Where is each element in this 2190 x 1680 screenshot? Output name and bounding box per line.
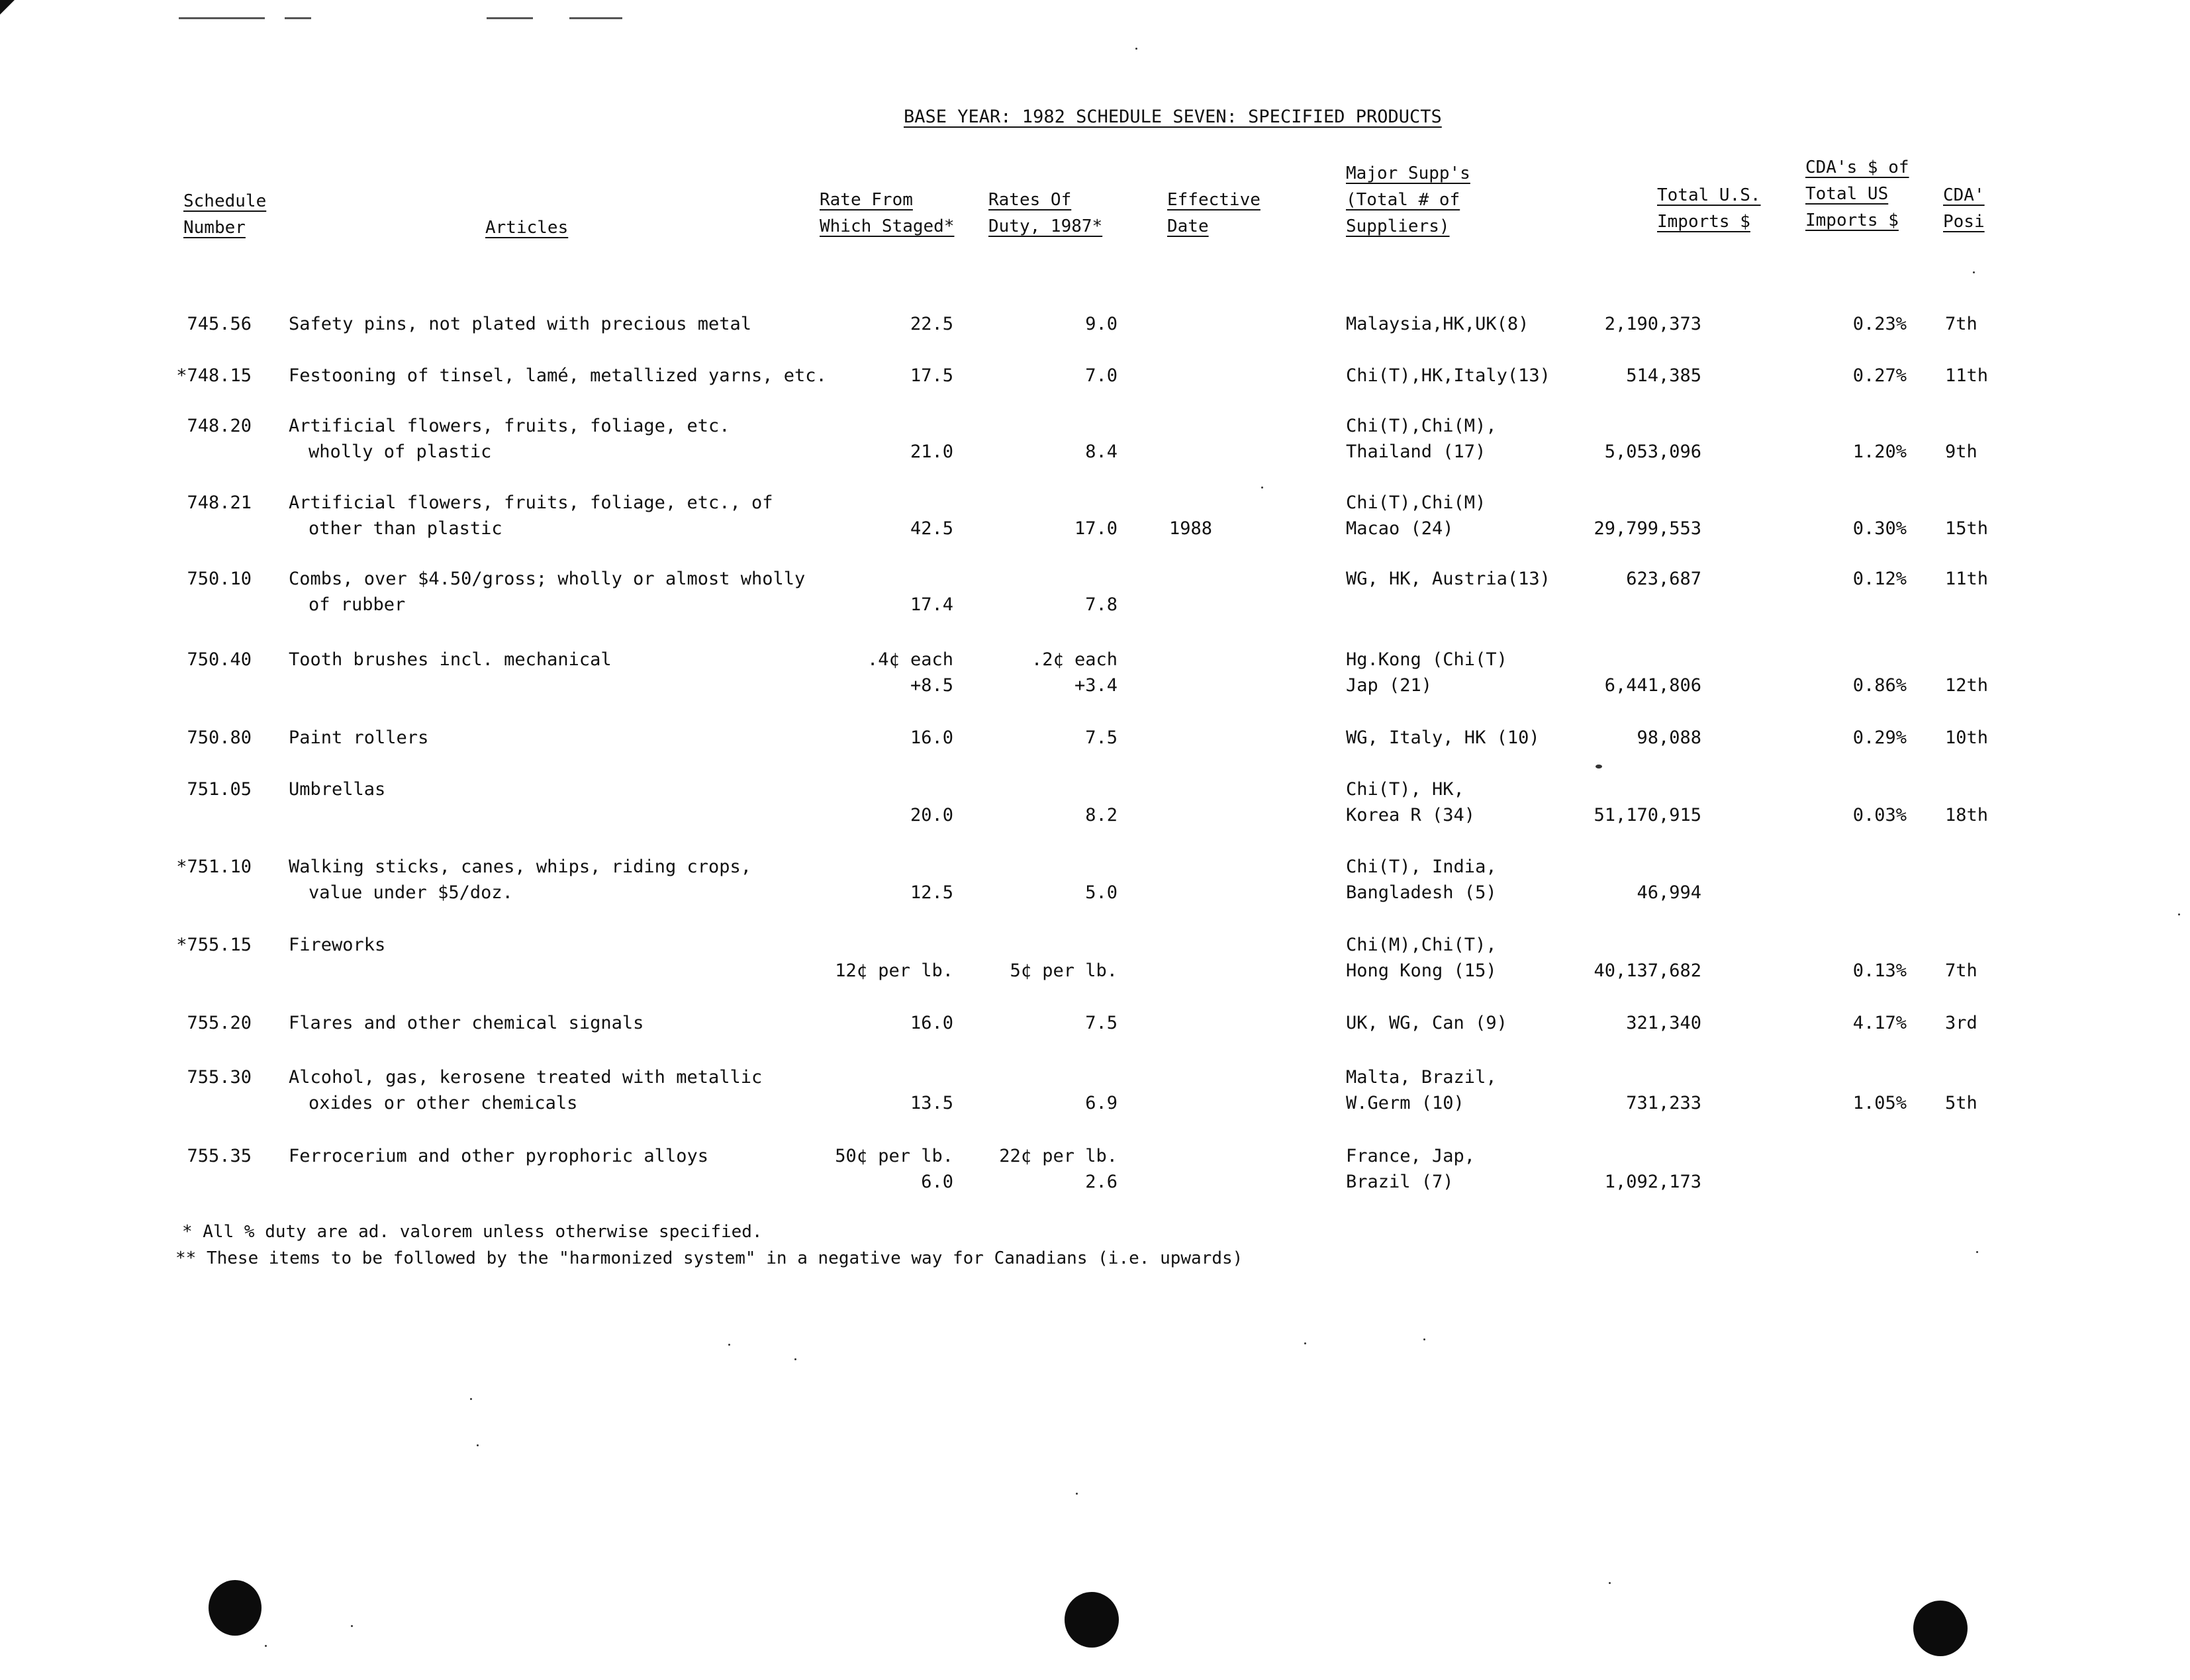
rate-from-which-staged: 20.0 [910,805,953,825]
scan-speck [1076,1493,1078,1495]
total-us-imports: 321,340 [1626,1013,1701,1033]
rate-of-duty-1987: 6.9 [1085,1093,1118,1113]
scan-artifact [569,17,622,19]
rate-of-duty-1987: 2.6 [1085,1172,1118,1192]
rate-from-which-staged: .4¢ each [867,649,953,670]
binder-hole [1913,1601,1968,1656]
cda-position: 9th [1945,442,1977,462]
schedule-number: *751.10 [176,857,252,877]
scan-speck [2178,913,2180,915]
rate-from-which-staged: +8.5 [910,675,953,696]
scan-speck [1976,1251,1978,1253]
major-suppliers: UK, WG, Can (9) [1346,1013,1507,1033]
rate-of-duty-1987: 7.8 [1085,594,1118,615]
total-us-imports: 98,088 [1637,727,1701,748]
rate-of-duty-1987: .2¢ each [1031,649,1118,670]
rate-of-duty-1987: 22¢ per lb. [999,1146,1118,1166]
scan-artifact [487,17,533,19]
article-description: Combs, over $4.50/gross; wholly or almost wholly [289,569,806,589]
cda-share: 0.30% [1852,518,1907,539]
cda-position: 18th [1945,805,1989,825]
schedule-number: 748.21 [187,492,252,513]
rate-of-duty-1987: 5.0 [1085,882,1118,903]
cda-position: 11th [1945,569,1989,589]
schedule-number: 750.80 [187,727,252,748]
major-suppliers: Hong Kong (15) [1346,960,1497,981]
schedule-number: *748.15 [176,365,252,386]
major-suppliers: WG, HK, Austria(13) [1346,569,1550,589]
schedule-number: 755.35 [187,1146,252,1166]
header-rate-from: Rate From Which Staged* [820,190,955,236]
cda-share: 0.03% [1852,805,1907,825]
total-us-imports: 46,994 [1637,882,1701,903]
rate-of-duty-1987: 5¢ per lb. [1010,960,1118,981]
major-suppliers: Jap (21) [1346,675,1433,696]
scan-speck [794,1358,796,1360]
article-description: Fireworks [289,935,386,955]
major-suppliers: Bangladesh (5) [1346,882,1497,903]
article-description: Umbrellas [289,779,386,800]
major-suppliers: Chi(T),HK,Italy(13) [1346,365,1550,386]
scan-speck [1304,1342,1306,1344]
rate-from-which-staged: 17.4 [910,594,953,615]
header-effective-date: Effective Date [1167,190,1261,236]
major-suppliers: Malaysia,HK,UK(8) [1346,314,1529,334]
major-suppliers: Macao (24) [1346,518,1454,539]
cda-position: 15th [1945,518,1989,539]
article-description: Alcohol, gas, kerosene treated with metallic [289,1067,763,1088]
rate-from-which-staged: 12.5 [910,882,953,903]
cda-share: 0.13% [1852,960,1907,981]
major-suppliers: Chi(T), HK, [1346,779,1464,800]
schedule-number: 755.30 [187,1067,252,1088]
schedule-number: 750.10 [187,569,252,589]
rate-from-which-staged: 50¢ per lb. [835,1146,953,1166]
major-suppliers: Brazil (7) [1346,1172,1454,1192]
scan-artifact [179,17,265,19]
major-suppliers: Hg.Kong (Chi(T) [1346,649,1507,670]
scan-speck [1261,487,1263,489]
header-rates-of-duty: Rates Of Duty, 1987* [988,190,1103,236]
rate-of-duty-1987: 9.0 [1085,314,1118,334]
scan-speck [265,1645,267,1647]
article-description: oxides or other chemicals [309,1093,578,1113]
header-cda-position: CDA' Posi [1943,185,1985,232]
article-description: of rubber [309,594,406,615]
cda-share: 0.29% [1852,727,1907,748]
major-suppliers: Malta, Brazil, [1346,1067,1497,1088]
schedule-number: 748.20 [187,416,252,436]
article-description: Flares and other chemical signals [289,1013,644,1033]
cda-position: 3rd [1945,1013,1977,1033]
schedule-number: 750.40 [187,649,252,670]
major-suppliers: Chi(T),Chi(M) [1346,492,1486,513]
header-articles: Articles [485,218,569,238]
rate-from-which-staged: 17.5 [910,365,953,386]
article-description: other than plastic [309,518,502,539]
page-title: BASE YEAR: 1982 SCHEDULE SEVEN: SPECIFIED PRODUCTS [904,107,1442,127]
cda-share: 0.86% [1852,675,1907,696]
rate-from-which-staged: 42.5 [910,518,953,539]
cda-position: 12th [1945,675,1989,696]
header-schedule: Schedule Number [183,191,267,238]
cda-share: 1.05% [1852,1093,1907,1113]
corner-mark [0,0,15,15]
binder-hole [1065,1592,1119,1648]
rate-from-which-staged: 16.0 [910,727,953,748]
footnote-2: ** These items to be followed by the "harmonized system" in a negative way for Canadians (i.e. upwards) [175,1248,1243,1268]
rate-of-duty-1987: 8.4 [1085,442,1118,462]
rate-from-which-staged: 16.0 [910,1013,953,1033]
cda-share: 0.27% [1852,365,1907,386]
schedule-number: 751.05 [187,779,252,800]
total-us-imports: 29,799,553 [1594,518,1701,539]
rate-of-duty-1987: +3.4 [1074,675,1118,696]
total-us-imports: 51,170,915 [1594,805,1701,825]
total-us-imports: 40,137,682 [1594,960,1701,981]
header-total-us-imports: Total U.S. Imports $ [1657,185,1761,232]
scan-speck [1135,48,1137,50]
rate-from-which-staged: 12¢ per lb. [835,960,953,981]
cda-position: 5th [1945,1093,1977,1113]
footnote-1: * All % duty are ad. valorem unless otherwise specified. [182,1222,763,1242]
scan-speck [1609,1582,1611,1584]
scan-speck [1973,271,1975,273]
total-us-imports: 6,441,806 [1604,675,1701,696]
cda-position: 11th [1945,365,1989,386]
cda-position: 7th [1945,960,1977,981]
scan-speck [351,1625,353,1627]
article-description: Festooning of tinsel, lamé, metallized yarns, etc. [289,365,827,386]
cda-share: 0.23% [1852,314,1907,334]
article-description: Ferrocerium and other pyrophoric alloys [289,1146,708,1166]
article-description: Artificial flowers, fruits, foliage, etc., of [289,492,773,513]
scan-speck [1423,1338,1425,1340]
effective-date: 1988 [1169,518,1213,539]
scan-speck [1595,765,1602,769]
rate-from-which-staged: 13.5 [910,1093,953,1113]
major-suppliers: Chi(M),Chi(T), [1346,935,1497,955]
major-suppliers: Korea R (34) [1346,805,1476,825]
rate-of-duty-1987: 8.2 [1085,805,1118,825]
article-description: Safety pins, not plated with precious metal [289,314,751,334]
scan-artifact [285,17,311,19]
article-description: wholly of plastic [309,442,492,462]
scan-speck [470,1398,472,1400]
binder-hole [209,1580,262,1636]
scan-speck [728,1344,730,1346]
cda-share: 1.20% [1852,442,1907,462]
schedule-number: *755.15 [176,935,252,955]
total-us-imports: 1,092,173 [1604,1172,1701,1192]
total-us-imports: 514,385 [1626,365,1701,386]
schedule-number: 745.56 [187,314,252,334]
total-us-imports: 731,233 [1626,1093,1701,1113]
total-us-imports: 623,687 [1626,569,1701,589]
header-cda-share: CDA's $ of Total US Imports $ [1805,158,1909,230]
rate-of-duty-1987: 17.0 [1074,518,1118,539]
rate-of-duty-1987: 7.5 [1085,1013,1118,1033]
cda-share: 4.17% [1852,1013,1907,1033]
header-major-suppliers: Major Supp's (Total # of Suppliers) [1346,163,1470,236]
cda-share: 0.12% [1852,569,1907,589]
rate-from-which-staged: 6.0 [921,1172,953,1192]
scan-speck [477,1444,479,1446]
article-description: value under $5/doz. [309,882,513,903]
cda-position: 10th [1945,727,1989,748]
major-suppliers: Chi(T),Chi(M), [1346,416,1497,436]
major-suppliers: WG, Italy, HK (10) [1346,727,1540,748]
article-description: Walking sticks, canes, whips, riding crops, [289,857,751,877]
article-description: Tooth brushes incl. mechanical [289,649,612,670]
rate-of-duty-1987: 7.0 [1085,365,1118,386]
cda-position: 7th [1945,314,1977,334]
major-suppliers: Chi(T), India, [1346,857,1497,877]
rate-from-which-staged: 21.0 [910,442,953,462]
major-suppliers: Thailand (17) [1346,442,1486,462]
total-us-imports: 5,053,096 [1604,442,1701,462]
rate-of-duty-1987: 7.5 [1085,727,1118,748]
major-suppliers: France, Jap, [1346,1146,1476,1166]
article-description: Artificial flowers, fruits, foliage, etc. [289,416,730,436]
major-suppliers: W.Germ (10) [1346,1093,1464,1113]
schedule-number: 755.20 [187,1013,252,1033]
total-us-imports: 2,190,373 [1604,314,1701,334]
article-description: Paint rollers [289,727,429,748]
rate-from-which-staged: 22.5 [910,314,953,334]
